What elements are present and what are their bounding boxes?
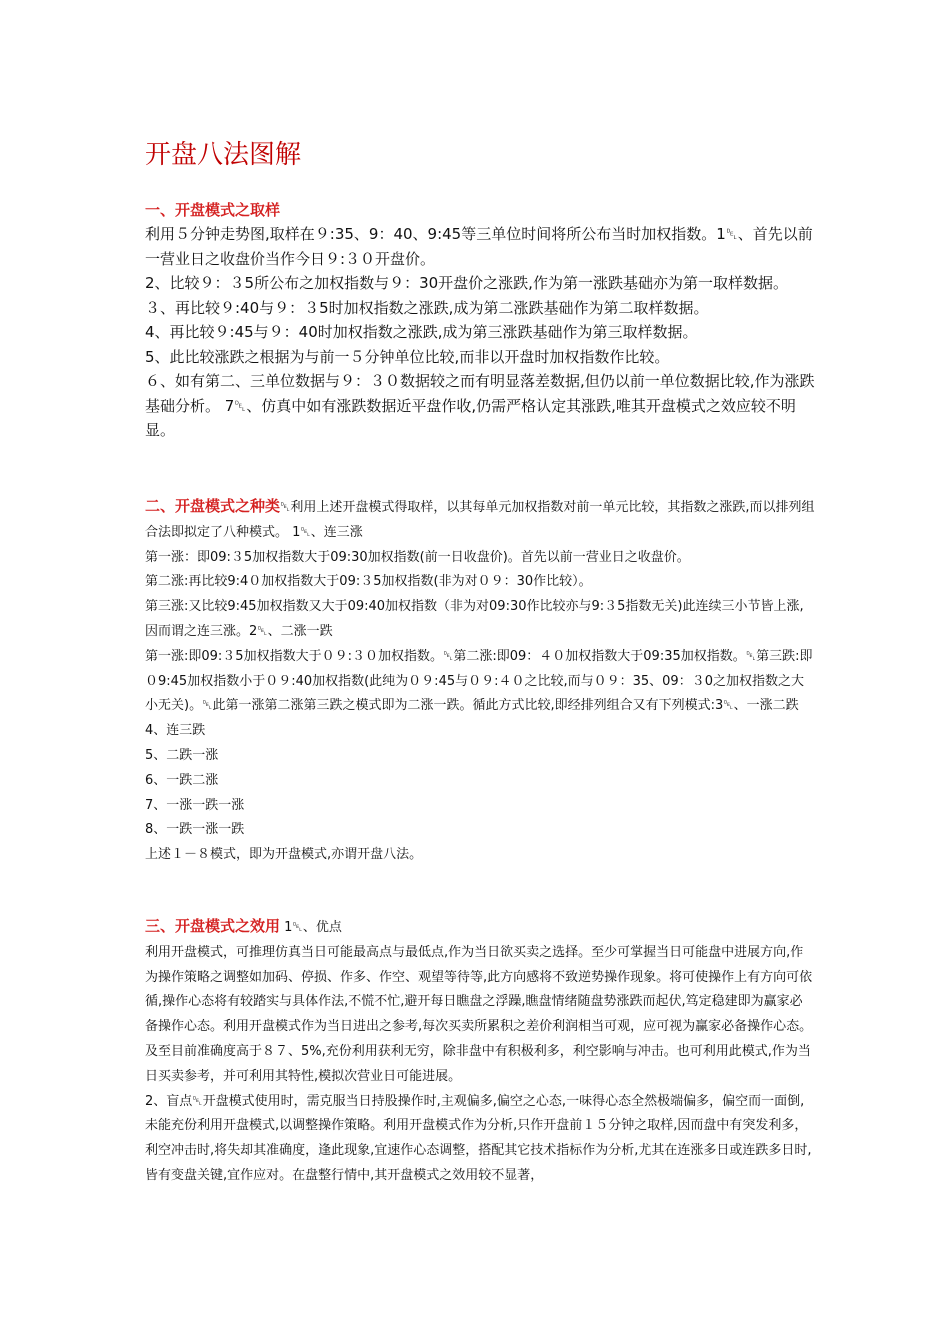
paragraph: 利用开盘模式，可推理仿真当日可能最高点与最低点,作为当日欲买卖之选择。至少可掌握当日可能盘中进展方向,作为操作策略之调整如加码、停损、作多、作空、观望等待等,此方向感将不致逆势操作现象。将可使操作上有方向可依循,操作心态将有较踏实与具体作法,不慌不忙,避开每日瞧盘之浮躁,瞧盘情绪随盘势涨跌而起伏,笃定稳建即为赢家必备操作心态。利用开盘模式作为当日进出之参考,每次买卖所累积之差价利润相当可观，应可视为赢家必备操作心态。及至目前准确度高于８７、5%,充份利用获利无穷，除非盘中有积极利多，利空影响与冲击。也可利用此模式,作为当日买卖参考，并可利用其特性,模拟次营业日可能进展。 bbox=[145, 944, 813, 1084]
paragraph: 利用５分钟走势图,取样在９:35、9：40、9:45等三单位时间将所公布当时加权指数。1␡、首先以前一营业日之收盘价当作今日９:３０开盘价。 bbox=[145, 225, 813, 268]
paragraph: 第一涨:即09:３5加权指数大于０９:３０加权指数。␡第二涨:即09：４０加权指数大于09:35加权指数。␡第三跌:即０9:45加权指数小于０９:40加权指数(此纯为０９:45与０９:４０之比较,而与０９：35、09：３0之加权指数之大小无关)。␡此第一涨第二涨第三跌之模式即为二涨一跌。循此方式比较,即经排列组合又有下列模式:3␡、一涨二跌 bbox=[145, 648, 813, 714]
section-heading: 一、开盘模式之取样 bbox=[145, 201, 281, 219]
paragraph: ３、再比较９:40与９：３5时加权指数之涨跌,成为第二涨跌基础作为第二取样数据。 bbox=[145, 298, 709, 317]
paragraph: 第二涨:再比较9:4０加权指数大于09:３5加权指数(非为对０９：30作比较）。 bbox=[145, 574, 592, 590]
section-subheading: 1␡、优点 bbox=[280, 920, 342, 935]
paragraph: 2、盲点␡开盘模式使用时，需克服当日持股操作时,主观偏多,偏空之心态,一味得心态全然极端偏多，偏空而一面倒,未能充份利用开盘模式,以调整操作策略。利用开盘模式作为分析,只作开盘前１５分钟之取样,因而盘中有突发利多，利空冲击时,将失却其准确度，逢此现象,宜速作心态调整，搭配其它技术指标作为分析,尤其在连涨多日或连跌多日时,皆有变盘关键,宜作应对。在盘整行情中,其开盘模式之效用较不显著， bbox=[145, 1093, 812, 1183]
list-item: 5、二跌一涨 bbox=[145, 747, 219, 763]
section-types bbox=[145, 494, 815, 868]
list-item: 8、一跌一涨一跌 bbox=[145, 822, 245, 838]
page-title: 开盘八法图解 bbox=[145, 140, 302, 170]
list-item: 6、一跌二涨 bbox=[145, 772, 219, 788]
list-item: 7、一涨一跌一涨 bbox=[145, 797, 245, 813]
paragraph: 5、此比较涨跌之根据为与前一５分钟单位比较,而非以开盘时加权指数作比较。 bbox=[145, 347, 670, 366]
paragraph: 上述１－８模式，即为开盘模式,亦谓开盘八法。 bbox=[145, 847, 423, 863]
paragraph: 4、再比较９:45与９：40时加权指数之涨跌,成为第三涨跌基础作为第三取样数据。 bbox=[145, 323, 698, 341]
section-sampling bbox=[145, 198, 815, 443]
section-heading: 三、开盘模式之效用 bbox=[145, 917, 281, 935]
paragraph: 第三涨:又比较9:45加权指数又大于09:40加权指数（非为对09:30作比较亦与9:３5指数无关)此连续三小节皆上涨,因而谓之连三涨。2␡、二涨一跌 bbox=[145, 599, 804, 639]
paragraph bbox=[145, 494, 815, 546]
section-heading: 二、开盘模式之种类 bbox=[145, 497, 281, 515]
paragraph: 第一涨：即09:３5加权指数大于09:30加权指数(前一日收盘价)。首先以前一营业日之收盘价。 bbox=[145, 549, 690, 565]
paragraph: 2、比较９：３5所公布之加权指数与９：30开盘价之涨跌,作为第一涨跌基础亦为第一取样数据。 bbox=[145, 274, 788, 292]
section-effects bbox=[145, 914, 815, 1189]
section-intro: ␡利用上述开盘模式得取样，以其每单元加权指数对前一单元比较，其指数之涨跌,而以排列组合法即拟定了八种模式。 1␡、连三涨 bbox=[145, 500, 815, 540]
list-item: 4、连三跌 bbox=[145, 723, 206, 739]
paragraph bbox=[145, 914, 815, 941]
paragraph: ６、如有第二、三单位数据与９：３０数据较之而有明显落差数据,但仍以前一单位数据比较,作为涨跌基础分析。 7␡、仿真中如有涨跌数据近平盘作收,仍需严格认定其涨跌,唯其开盘模式之效应较不明显。 bbox=[145, 372, 815, 439]
